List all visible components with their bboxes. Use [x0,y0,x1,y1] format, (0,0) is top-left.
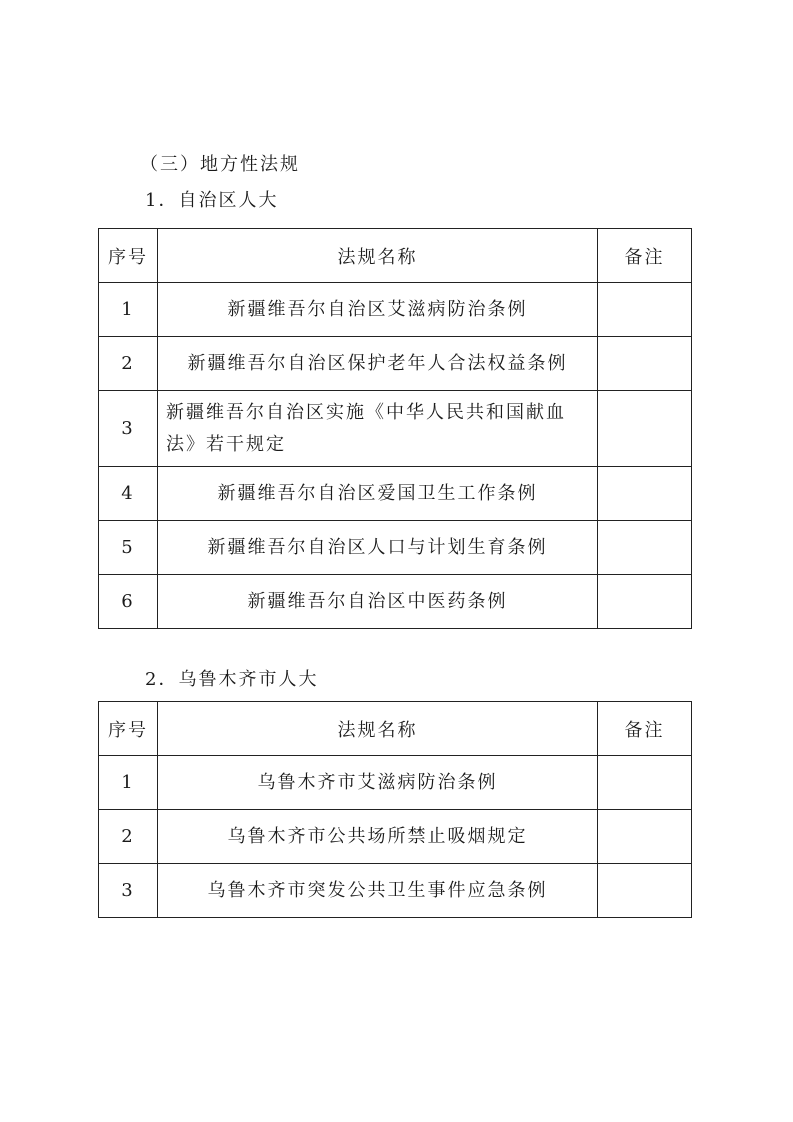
table-header-row [99,229,692,283]
row-number: 3 [99,864,158,918]
law-name: 新疆维吾尔自治区人口与计划生育条例 [158,521,598,575]
subsection-heading-autonomous-region: 1．自治区人大 [145,190,279,211]
header-remarks: 备注 [598,229,692,283]
table-row [99,337,692,391]
law-name: 新疆维吾尔自治区保护老年人合法权益条例 [158,337,598,391]
row-number: 5 [99,521,158,575]
section-heading: （三）地方性法规 [140,154,300,175]
table-row [99,391,692,467]
header-serial-number: 序号 [99,229,158,283]
row-remark [598,575,692,629]
row-remark [598,521,692,575]
row-remark [598,864,692,918]
table-row [99,467,692,521]
law-name: 新疆维吾尔自治区爱国卫生工作条例 [158,467,598,521]
row-remark [598,283,692,337]
row-remark [598,810,692,864]
row-remark [598,756,692,810]
table-row [99,283,692,337]
row-remark [598,391,692,467]
table-row [99,521,692,575]
law-name: 乌鲁木齐市突发公共卫生事件应急条例 [158,864,598,918]
row-remark [598,337,692,391]
row-number: 2 [99,810,158,864]
table-row [99,756,692,810]
table-header-row [99,702,692,756]
table-row [99,864,692,918]
city-law-table [98,701,692,918]
law-name: 乌鲁木齐市公共场所禁止吸烟规定 [158,810,598,864]
law-name: 乌鲁木齐市艾滋病防治条例 [158,756,598,810]
header-law-name: 法规名称 [158,229,598,283]
header-law-name: 法规名称 [158,702,598,756]
table-row [99,810,692,864]
row-number: 6 [99,575,158,629]
row-number: 4 [99,467,158,521]
law-name: 新疆维吾尔自治区艾滋病防治条例 [158,283,598,337]
regional-law-table [98,228,692,629]
header-serial-number: 序号 [99,702,158,756]
row-number: 1 [99,283,158,337]
row-number: 1 [99,756,158,810]
subsection-heading-urumqi: 2．乌鲁木齐市人大 [145,669,319,690]
row-number: 3 [99,391,158,467]
row-remark [598,467,692,521]
law-name: 新疆维吾尔自治区实施《中华人民共和国献血法》若干规定 [158,391,598,467]
row-number: 2 [99,337,158,391]
header-remarks: 备注 [598,702,692,756]
table-row [99,575,692,629]
law-name: 新疆维吾尔自治区中医药条例 [158,575,598,629]
